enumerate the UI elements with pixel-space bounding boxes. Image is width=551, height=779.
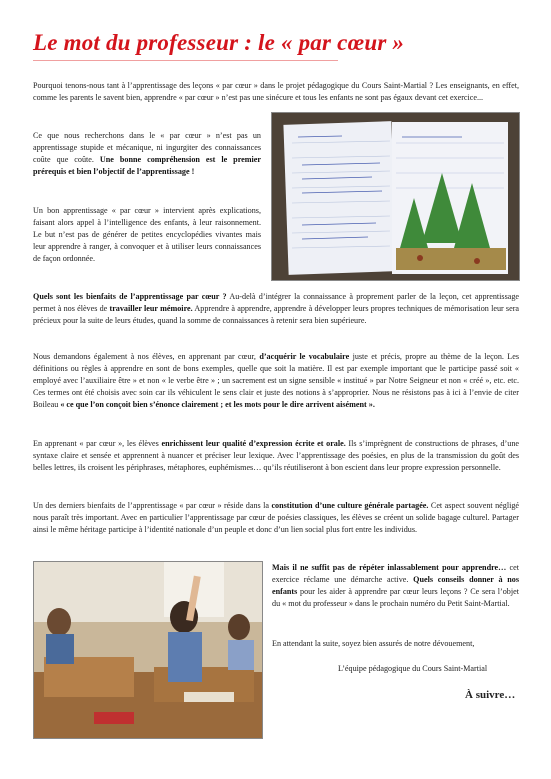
paragraph-text: Cet aspect souvent négligé nous paraît très important. Avec en particulier l’apprentissage par cœur de poésies classiques, les élèves se créent un solide bagage culturel. Partager ainsi le même héritage participe à l’identité nationale d’un peuple et donc d’un lien social plus fort entre les individus. <box>33 501 520 534</box>
paragraph-text: Un des derniers bienfaits de l’apprentissage « par cœur » réside dans la <box>33 501 272 510</box>
paragraph-text: cet exercice réclame une démarche active. <box>272 563 519 584</box>
notebook-illustration <box>272 113 519 280</box>
paragraph-text: Au-delà d’intégrer la connaissance à proprement parler de la leçon, cet apprentissage permet à nos élèves de <box>33 292 520 313</box>
article-title: Le mot du professeur : le « par cœur » <box>33 30 405 55</box>
paragraph-conseils <box>272 562 519 610</box>
paragraph-culture <box>33 500 519 536</box>
paragraph-bold: travailler leur mémoire. <box>109 303 193 313</box>
paragraph-comprehension <box>33 130 261 178</box>
paragraph-bold: Une bonne compréhension est le premier prérequis et bien l’objectif de l’apprentissage ! <box>33 154 261 176</box>
paragraph-text: Apprendre à apprendre, apprendre à développer leurs propres techniques de mémorisation leur sera précieux pour la suite de leurs études, quand la somme de connaissances à retenir sera bien supérieure. <box>33 303 520 325</box>
paragraph-expression <box>33 438 519 474</box>
paragraph-text: juste et précis, propre au thème de la leçon. Les définitions ou règles à apprendre en sont de bons exemples, quelle que soit la matière. Il est par exemple important que le participe passé soit « employé avec l’auxiliaire être » et non « le verbe être » ; un sacrement est un signe sensible « institué » par Notre Seigneur et non « créé », etc. etc. Ces termes ont été choisis avec soin car ils véhiculent le sens clair et juste des notions à s’approprier. Nous ne résistons pas à ici à l’envie de citer Boileau <box>33 352 519 409</box>
title-divider <box>33 60 338 61</box>
paragraph-text: pour les aider à apprendre par cœur leurs leçons ? Ce sera l’objet du « mot du professeur » dans le prochain numéro du Petit Saint-Martial. <box>272 586 519 608</box>
paragraph-bold: constitution d’une culture générale partagée. <box>271 501 429 510</box>
paragraph-bold: Mais il ne suffit pas de répéter inlassablement pour apprendre… <box>272 563 507 572</box>
intro-paragraph: Pourquoi tenons-nous tant à l’apprentissage des leçons « par cœur » dans le projet pédagogique du Cours Saint-Martial ? Les enseignants, en effet, comme les parents le savent bien, apprendre « par cœur » n’est pas une sinécure et tous les enfants ne sont pas égaux devant cet exercice... <box>33 81 519 102</box>
paragraph-bold: enrichissent leur qualité d’expression écrite et orale. <box>161 439 346 448</box>
closing-line: En attendant la suite, soyez bien assurés de notre dévouement, <box>272 639 475 648</box>
paragraph-text: Nous demandons également à nos élèves, en apprenant par cœur, <box>33 352 260 361</box>
paragraph-bold: d’acquérir le vocabulaire <box>259 352 350 361</box>
paragraph-bold: « ce que l’on conçoit bien s’énonce clairement ; et les mots pour le dire arrivent aisément ». <box>60 399 375 409</box>
paragraph-text: Ils s’imprègnent de constructions de phrases, d’une syntaxe claire et sensée et apprennent à nuancer et préciser leur lexique. Avec l’apprentissage des poésies, en plus de la transmission du goût des belles lettres, ils croisent les périphrases, métaphores, euphémismes… qu’ils réutiliseront à bon escient dans leur propre expression personnelle. <box>33 439 519 472</box>
classroom-illustration <box>34 562 262 738</box>
notebook-photo <box>271 112 520 281</box>
classroom-photo <box>33 561 263 739</box>
to-be-continued: À suivre… <box>465 689 516 701</box>
paragraph-text: En apprenant « par cœur », les élèves <box>33 439 162 448</box>
paragraph-bold: Quels sont les bienfaits de l’apprentissage par cœur ? <box>33 292 227 301</box>
paragraph-bold: Quels conseils donner à nos enfants <box>272 574 520 596</box>
signature: L’équipe pédagogique du Cours Saint-Martial <box>338 664 488 673</box>
paragraph-text: Ce que nous recherchons dans le « par cœur » n’est pas un apprentissage stupide et mécanique, ni ingurgiter des connaissances coûte que coûte. <box>33 131 261 164</box>
paragraph-bienfaits <box>33 291 519 327</box>
paragraph-vocabulaire <box>33 351 519 411</box>
paragraph-bon-apprentissage: Un bon apprentissage « par cœur » intervient après explications, faisant alors appel à l’intelligence des enfants, à leur raisonnement. Le but n’est pas de générer de petites encyclopédies vivantes mais leur apprendre à ranger, à convoquer et à utiliser leurs connaissances de façon ordonnée. <box>33 206 261 263</box>
